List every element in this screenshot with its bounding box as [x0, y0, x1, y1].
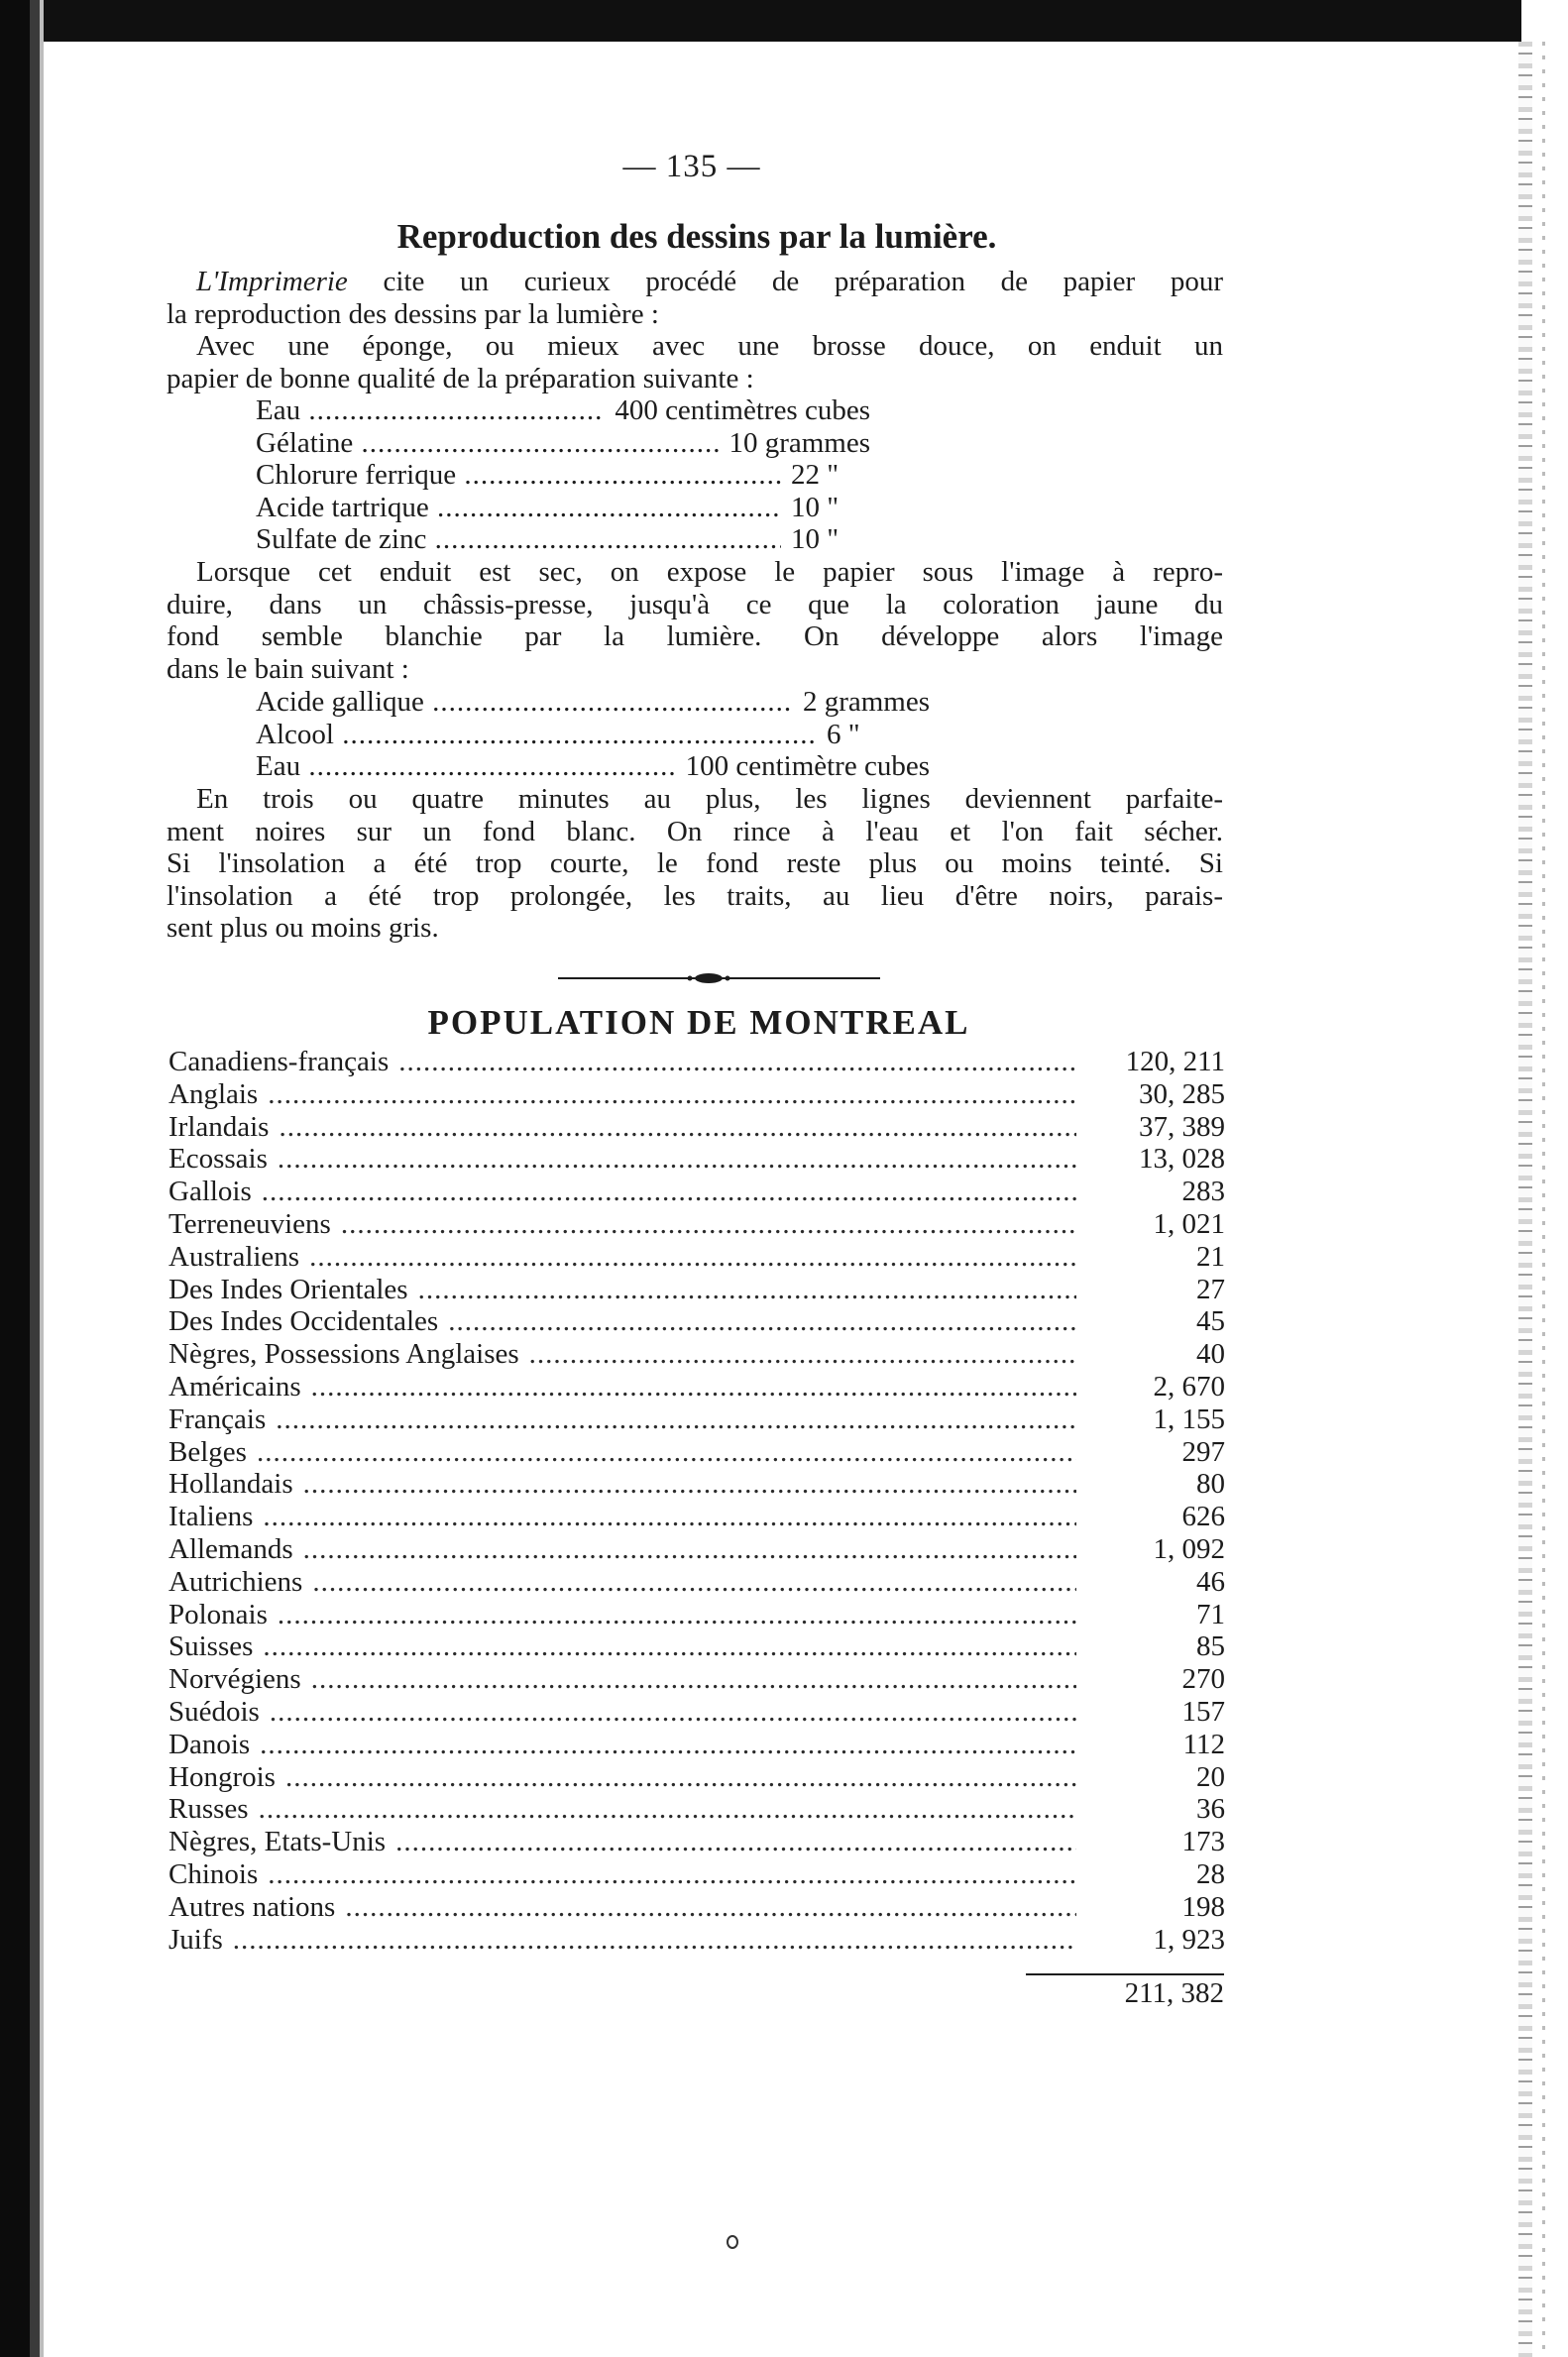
- quantity: 10 ": [791, 491, 840, 523]
- intro-line-1: [167, 266, 1223, 298]
- table-row: [168, 1826, 1225, 1858]
- dot-leader: [341, 1208, 1076, 1241]
- page-right-edge-shadow: [1542, 42, 1545, 2357]
- dot-leader: [398, 1046, 1076, 1078]
- table-row: [168, 1630, 1225, 1663]
- row-count: 297: [1181, 1435, 1225, 1468]
- intro-line-1-rest: cite un curieux procédé de préparation de papier pour: [383, 266, 1223, 297]
- row-count: 2, 670: [1153, 1370, 1225, 1403]
- row-count: 112: [1182, 1728, 1225, 1760]
- table-row: [168, 1729, 1225, 1761]
- quantity: 10 ": [791, 523, 840, 555]
- recipe-row: [256, 459, 870, 492]
- step3-line-2: ment noires sur un fond blanc. On rince à l'eau et l'on fait sécher.: [167, 815, 1223, 847]
- ingredient: Sulfate de zinc .....: [256, 523, 781, 556]
- row-count: 283: [1181, 1176, 1225, 1208]
- row-label: Autrichiens: [168, 1565, 303, 1598]
- row-label: Australiens: [168, 1240, 300, 1273]
- row-label: Ecossais: [168, 1143, 268, 1176]
- quantity: 10 grammes: [728, 426, 870, 459]
- recipe-row: [256, 523, 870, 556]
- dot-leader: [278, 1143, 1076, 1176]
- table-row: [168, 1761, 1225, 1794]
- table-row: [168, 1468, 1225, 1501]
- ingredient: Alcool .....: [256, 719, 817, 751]
- dot-leader: [418, 1274, 1076, 1306]
- row-count: 626: [1181, 1501, 1225, 1533]
- row-label: Norvégiens: [168, 1663, 301, 1696]
- quantity: 6 ": [827, 718, 860, 750]
- quantity: 400 centimètres cubes: [615, 394, 870, 426]
- table-row: [168, 1338, 1225, 1371]
- table-row: [168, 1371, 1225, 1403]
- population-total: 211, 382: [1124, 1977, 1224, 2009]
- row-label: Polonais: [168, 1598, 268, 1630]
- table-row: [168, 1176, 1225, 1208]
- table-row: [168, 1924, 1225, 1957]
- page-left-border: [0, 0, 44, 2357]
- dot-leader: [260, 1729, 1076, 1761]
- row-count: 37, 389: [1139, 1110, 1225, 1143]
- row-count: 157: [1181, 1695, 1225, 1728]
- row-count: 71: [1196, 1598, 1225, 1630]
- ingredient: Gélatine .....: [256, 427, 719, 460]
- step3-line-4: l'insolation a été trop prolongée, les traits, au lieu d'être noirs, parais-: [167, 879, 1223, 912]
- table-row: [168, 1046, 1225, 1078]
- row-label: Danois: [168, 1728, 251, 1760]
- step3-line-3: Si l'insolation a été trop courte, le fond reste plus ou moins teinté. Si: [167, 847, 1223, 879]
- dot-leader: [309, 1241, 1076, 1274]
- recipe-row: [256, 719, 930, 751]
- row-count: 1, 155: [1153, 1403, 1225, 1435]
- row-label: Terreneuviens: [168, 1207, 331, 1240]
- page-number: — 135 —: [622, 149, 761, 184]
- recipe-row: [256, 750, 930, 783]
- table-row: [168, 1793, 1225, 1826]
- quantity: 2 grammes: [802, 686, 930, 718]
- row-count: 27: [1196, 1273, 1225, 1305]
- ingredient: Acide gallique .....: [256, 686, 793, 719]
- row-label: Canadiens-français: [168, 1046, 390, 1077]
- article-intro: [167, 266, 1223, 330]
- row-count: 30, 285: [1139, 1077, 1225, 1110]
- table-row: [168, 1436, 1225, 1469]
- row-label: Suédois: [168, 1695, 260, 1728]
- ingredient: Chlorure ferrique .....: [256, 459, 781, 492]
- table-row: [168, 1533, 1225, 1566]
- row-count: 13, 028: [1139, 1143, 1225, 1176]
- row-label: Chinois: [168, 1857, 259, 1890]
- table-row: [168, 1501, 1225, 1533]
- dot-leader: [259, 1793, 1076, 1826]
- row-count: 21: [1196, 1240, 1225, 1273]
- dot-leader: [303, 1468, 1076, 1501]
- dot-leader: [448, 1305, 1076, 1338]
- ingredient: Acide tartrique .....: [256, 492, 781, 524]
- row-label: Américains: [168, 1370, 301, 1403]
- table-row: [168, 1078, 1225, 1111]
- dot-leader: [529, 1338, 1076, 1371]
- row-count: 120, 211: [1125, 1046, 1225, 1077]
- dot-leader: [311, 1371, 1076, 1403]
- step2-line-2: duire, dans un châssis-presse, jusqu'à ce que la coloration jaune du: [167, 588, 1223, 620]
- page-mark: [727, 2235, 738, 2249]
- dot-leader: [263, 1630, 1076, 1663]
- row-label: Hollandais: [168, 1468, 293, 1501]
- row-label: Autres nations: [168, 1890, 336, 1923]
- dot-leader: [345, 1891, 1076, 1924]
- intro-line-2: la reproduction des dessins par la lumière :: [167, 297, 659, 330]
- step2-line-3: fond semble blanchie par la lumière. On développe alors l'image: [167, 620, 1223, 652]
- step1-line-1: Avec une éponge, ou mieux avec une brosse douce, on enduit un: [196, 330, 1223, 362]
- page-right-edge: [1518, 42, 1532, 2357]
- table-row: [168, 1891, 1225, 1924]
- row-label: Des Indes Occidentales: [168, 1305, 439, 1338]
- row-label: Irlandais: [168, 1110, 270, 1143]
- article-title: Reproduction des dessins par la lumière.: [396, 217, 997, 256]
- step2-line-4: dans le bain suivant :: [167, 652, 409, 685]
- recipe-row: [256, 394, 870, 427]
- row-label: Belges: [168, 1435, 247, 1468]
- dot-leader: [279, 1111, 1076, 1144]
- recipe-two: [256, 686, 930, 783]
- table-row: [168, 1274, 1225, 1306]
- row-label: Nègres, Possessions Anglaises: [168, 1338, 519, 1371]
- dot-leader: [276, 1403, 1076, 1436]
- table-row: [168, 1111, 1225, 1144]
- row-label: Français: [168, 1403, 267, 1435]
- row-count: 40: [1196, 1338, 1225, 1371]
- table-row: [168, 1696, 1225, 1729]
- dot-leader: [268, 1858, 1076, 1891]
- recipe-one: [256, 394, 870, 556]
- recipe-row: [256, 686, 930, 719]
- dot-leader: [263, 1501, 1076, 1533]
- recipe-row: [256, 492, 870, 524]
- table-row: [168, 1241, 1225, 1274]
- dot-leader: [312, 1566, 1076, 1599]
- row-count: 198: [1181, 1890, 1225, 1923]
- dot-leader: [257, 1436, 1076, 1469]
- table-row: [168, 1663, 1225, 1696]
- dot-leader: [278, 1599, 1076, 1631]
- step1-line-2: papier de bonne qualité de la préparation suivante :: [167, 362, 754, 394]
- row-label: Russes: [168, 1793, 249, 1826]
- source-name: L'Imprimerie: [196, 266, 348, 297]
- row-label: Juifs: [168, 1923, 223, 1956]
- row-count: 28: [1196, 1857, 1225, 1890]
- row-count: 85: [1196, 1630, 1225, 1663]
- quantity: 22 ": [791, 459, 840, 491]
- table-row: [168, 1403, 1225, 1436]
- table-row: [168, 1208, 1225, 1241]
- row-count: 270: [1181, 1663, 1225, 1696]
- row-count: 46: [1196, 1565, 1225, 1598]
- dot-leader: [233, 1924, 1076, 1957]
- population-title: POPULATION DE MONTREAL: [427, 1003, 970, 1042]
- ingredient: Eau .....: [256, 394, 605, 427]
- table-row: [168, 1858, 1225, 1891]
- population-table: [168, 1046, 1225, 1956]
- table-row: [168, 1305, 1225, 1338]
- article-step-2: [167, 556, 1223, 685]
- row-count: 173: [1181, 1826, 1225, 1858]
- row-count: 45: [1196, 1305, 1225, 1338]
- step3-line-5: sent plus ou moins gris.: [167, 912, 439, 944]
- row-count: 20: [1196, 1760, 1225, 1793]
- row-label: Allemands: [168, 1532, 293, 1565]
- dot-leader: [262, 1176, 1076, 1208]
- row-count: 1, 092: [1153, 1532, 1225, 1565]
- quantity: 100 centimètre cubes: [685, 750, 930, 782]
- row-count: 36: [1196, 1793, 1225, 1826]
- article-step-1: [167, 330, 1223, 394]
- recipe-row: [256, 427, 870, 460]
- row-count: 1, 021: [1153, 1207, 1225, 1240]
- dot-leader: [311, 1663, 1076, 1696]
- table-row: [168, 1143, 1225, 1176]
- dot-leader: [395, 1826, 1076, 1858]
- row-count: 1, 923: [1153, 1923, 1225, 1956]
- dot-leader: [303, 1533, 1076, 1566]
- table-row: [168, 1599, 1225, 1631]
- page-top-border: [0, 0, 1521, 42]
- ingredient: Eau .....: [256, 750, 676, 783]
- dot-leader: [285, 1761, 1076, 1794]
- divider-ornament-icon: [684, 969, 733, 985]
- dot-leader: [268, 1078, 1076, 1111]
- dot-leader: [270, 1696, 1076, 1729]
- row-label: Nègres, Etats-Unis: [168, 1826, 387, 1858]
- row-label: Des Indes Orientales: [168, 1273, 408, 1305]
- row-label: Suisses: [168, 1630, 254, 1663]
- row-count: 80: [1196, 1468, 1225, 1501]
- row-label: Gallois: [168, 1176, 252, 1208]
- table-row: [168, 1566, 1225, 1599]
- row-label: Italiens: [168, 1501, 254, 1533]
- article-step-3: [167, 783, 1223, 945]
- row-label: Anglais: [168, 1077, 259, 1110]
- step3-line-1: En trois ou quatre minutes au plus, les lignes deviennent parfaite-: [196, 783, 1223, 815]
- row-label: Hongrois: [168, 1760, 276, 1793]
- total-rule: [1026, 1973, 1224, 1975]
- step2-line-1: Lorsque cet enduit est sec, on expose le papier sous l'image à repro-: [196, 556, 1223, 588]
